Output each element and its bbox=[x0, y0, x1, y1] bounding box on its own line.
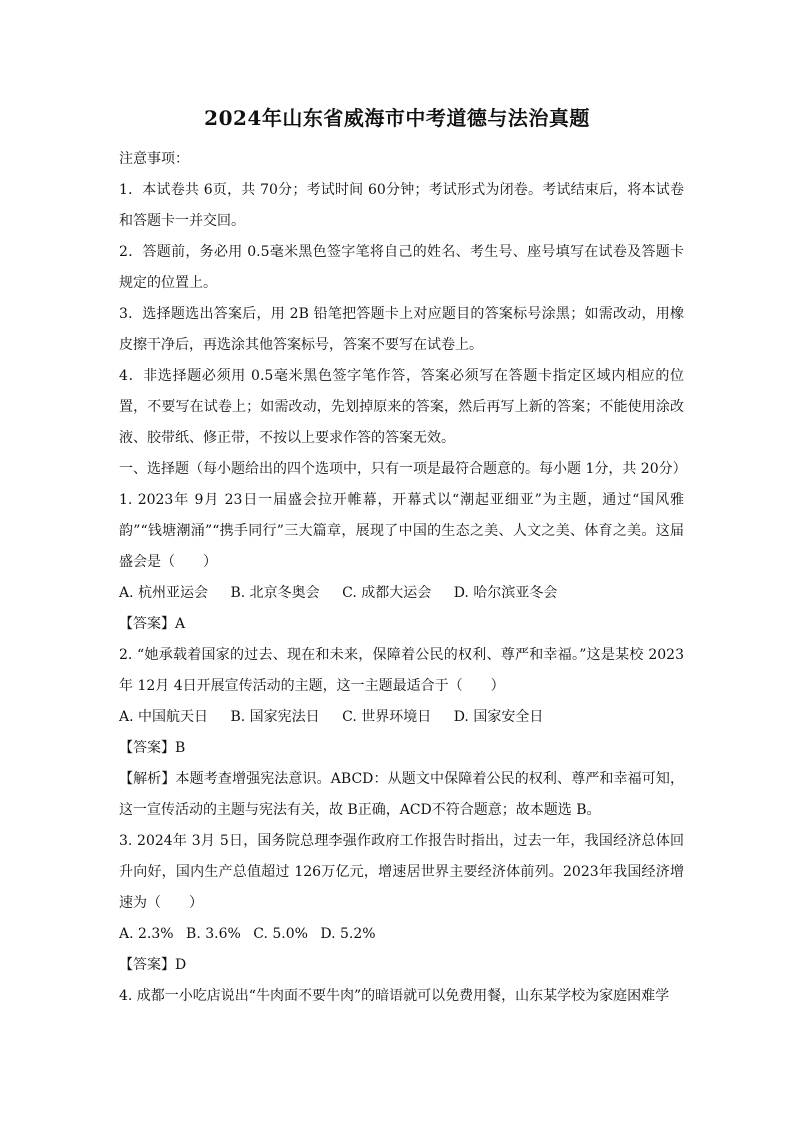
option-a: A. 2.3% bbox=[119, 926, 174, 942]
option-b: B. 国家宪法日 bbox=[230, 709, 320, 725]
answer-label: 【答案】A bbox=[119, 616, 186, 632]
question-stem: 2. “她承载着国家的过去、现在和未来，保障着公民的权利、尊严和幸福。”这是某校 2023年 12月 4日开展宣传活动的主题，这一主题最适合于（ ） bbox=[119, 647, 684, 694]
note-item: 2．答题前，务必用 0.5毫米黑色签字笔将自己的姓名、考生号、座号填写在试卷及答题卡规定的位置上。 bbox=[119, 244, 684, 291]
section-heading: 一、选择题（每小题给出的四个选项中，只有一项是最符合题意的。每小题 1分，共 20分） bbox=[119, 461, 687, 477]
question-stem: 3. 2024年 3月 5日，国务院总理李强作政府工作报告时指出，过去一年，我国经济总体回升向好，国内生产总值超过 126万亿元，增速居世界主要经济体前列。2023年我国经济增速为（ ） bbox=[119, 833, 684, 911]
option-d: D. 国家安全日 bbox=[453, 709, 544, 725]
question-options bbox=[119, 702, 684, 733]
option-c: C. 世界环境日 bbox=[342, 709, 432, 725]
note-item: 3．选择题选出答案后，用 2B 铅笔把答题卡上对应题目的答案标号涂黑；如需改动，用橡皮擦干净后，再选涂其他答案标号，答案不要写在试卷上。 bbox=[119, 306, 684, 353]
notes-heading: 注意事项： bbox=[119, 151, 189, 167]
question-stem: 4. 成都一小吃店说出“牛肉面不要牛肉”的暗语就可以免费用餐，山东某学校为家庭困难学 bbox=[119, 988, 670, 1004]
option-c: C. 5.0% bbox=[253, 926, 308, 942]
answer-label: 【答案】B bbox=[119, 740, 186, 756]
option-a: A. 杭州亚运会 bbox=[119, 585, 209, 601]
question-stem: 1. 2023年 9月 23日一届盛会拉开帷幕，开幕式以“潮起亚细亚”为主题，通过“国风雅韵”“钱塘潮涌”“携手同行”三大篇章，展现了中国的生态之美、人文之美、体育之美。这届盛会是（ ） bbox=[119, 492, 684, 570]
option-b: B. 北京冬奥会 bbox=[230, 585, 320, 601]
answer-label: 【答案】D bbox=[119, 957, 187, 973]
option-d: D. 哈尔滨亚冬会 bbox=[453, 585, 558, 601]
note-item: 1．本试卷共 6页，共 70分；考试时间 60分钟；考试形式为闭卷。考试结束后，将本试卷和答题卡一并交回。 bbox=[119, 182, 684, 229]
analysis-text: 【解析】本题考查增强宪法意识。ABCD：从题文中保障着公民的权利、尊严和幸福可知，这一宣传活动的主题与宪法有关，故 B正确，ACD不符合题意；故本题选 B。 bbox=[119, 771, 684, 818]
note-item: 4．非选择题必须用 0.5毫米黑色签字笔作答，答案必须写在答题卡指定区域内相应的位置，不要写在试卷上；如需改动，先划掉原来的答案，然后再写上新的答案；不能使用涂改液、胶带纸、修正带，不按以上要求作答的答案无效。 bbox=[119, 368, 684, 446]
question-options bbox=[119, 578, 684, 609]
page-title: 2024年山东省威海市中考道德与法治真题 bbox=[204, 106, 590, 130]
option-d: D. 5.2% bbox=[320, 926, 376, 942]
option-b: B. 3.6% bbox=[186, 926, 241, 942]
option-c: C. 成都大运会 bbox=[342, 585, 432, 601]
exam-content bbox=[119, 144, 687, 1012]
option-a: A. 中国航天日 bbox=[119, 709, 209, 725]
question-options bbox=[119, 919, 684, 950]
